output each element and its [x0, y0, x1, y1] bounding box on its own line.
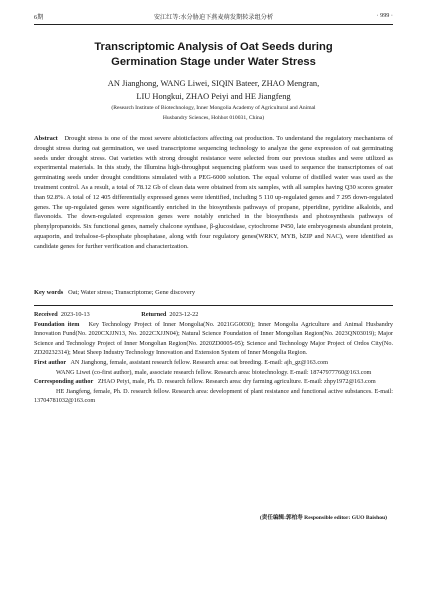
affiliation	[60, 104, 367, 123]
first-author-label: First author	[34, 358, 67, 366]
first-author	[34, 358, 393, 368]
affiliation-line-1: (Research Institute of Biotechnology, Inner Mongolia Academy of Agricultural and Animal	[111, 105, 316, 111]
authors-line-1: AN Jianghong, WANG Liwei, SIQIN Bateer, ZHAO Mengran,	[107, 79, 320, 88]
corresponding-author	[34, 377, 393, 387]
authors-line-2: LIU Hongkui, ZHAO Peiyi and HE Jiangfeng	[136, 91, 291, 101]
running-head	[34, 12, 393, 25]
returned-label: Returned	[141, 311, 167, 318]
corresponding-author-text: ZHAO Peiyi, male, Ph. D. research fellow. Research area: dry farming agriculture. E-mail: zhpy1972@163.com	[97, 378, 376, 386]
keywords-label: Key words	[34, 289, 64, 296]
returned-date: 2023-12-22	[169, 311, 199, 318]
page-number: · 999 ·	[376, 12, 393, 19]
title-line-2: Germination Stage under Water Stress	[111, 56, 316, 68]
keywords-text: Oat; Water stress; Transcriptome; Gene discovery	[68, 289, 196, 296]
corresponding-author-label: Corresponding author	[34, 378, 94, 386]
title-line-1: Transcriptomic Analysis of Oat Seeds during	[94, 41, 333, 53]
foundation-item	[34, 320, 393, 358]
first-author-text: AN Jianghong, female, assistant research fellow. Research area: oat breeding. E-mail: ajh_gz@163.com	[70, 358, 328, 366]
issue-number: 6期	[34, 14, 44, 21]
affiliation-line-2: Husbandry Sciences, Hohhot 010031, China)	[162, 114, 265, 121]
keywords	[34, 288, 393, 298]
author-list	[40, 78, 387, 103]
responsible-editor: (责任编辑:郭柏寿 Responsible editor: GUO Baishou)	[259, 515, 387, 521]
abstract-label: Abstract	[34, 135, 58, 142]
article-info	[34, 310, 393, 406]
running-title: 安江红等:水分胁迫下燕麦萌发期转录组分析	[153, 14, 274, 21]
foundation-text: Key Technology Project of Inner Mongolia(No. 2021GG0030); Inner Mongolia Agriculture and Animal Husbandry Innovation Fund(No. 2020CXJJN13, No. 2022CXJJN04); Natural Science Foundation of Inner Mongolian Region(No. 2023QN03019); Major Science and Technology Project of Inner Mongolian Region(No. 2020ZD0005-05); Science and Technology Major Project of Ordos City(No. ZD20232314); Meat Sheep Industry Technology Innovation and Extension System of Inner Mongolia Region.	[34, 320, 393, 357]
dates	[34, 310, 393, 320]
foundation-label: Foundation item	[34, 320, 80, 328]
abstract	[34, 134, 393, 252]
abstract-text: Drought stress is one of the most severe abioticfactors affecting oat production. To understand the regulatory mechanisms of drought stress during oat germination, we used transcriptome sequencing technology to analyze the gene expression of oat germinating seeds under drought stress. Oat varieties with strong drought resistance were selected from our previous studies and were utilized as experimental materials. In this study, the Illumina high-throughput sequencing platform was used to sequence the transcriptomes of oat germinating seeds under drought conditions simulated with a PEG-6000 solution. The equal volume of distilled water was used as the treatment control. As a result, a total of 78.12 Gb of clean data were obtained from six samples, with all samples having Q30 scores greater than 92.8%. A total of 12 405 differentially expressed genes were identified, including 5 110 up-regulated genes and 7 295 down-regulated genes. The up-regulated genes were significantly enriched in the biosynthesis pathways of propane, piperidine, pyridine alkaloids, and flavonoids. The down-regulated expression genes were notably enriched in the biosynthesis and photosynthesis pathways of phenylpropanoids. Six functional genes, namely chalcone synthase, β-glucosidase, cytochrome P450, late embryogenesis abundant protein, aquaporin, and trehalose-6-phosphate phosphatase, along with four regulatory genes(WRKY, MYB, bZIP and NAC), were identified as candidate genes for further verification and characterization.	[34, 135, 393, 250]
co-first-author: WANG Liwei (co-first author), male, associate research fellow. Research area: biotechnology. E-mail: 18747977760@163.com	[56, 368, 372, 376]
second-corresponding-author: HE Jiangfeng, female, Ph. D. research fellow. Research area: development of plant resistance and functional active substances. E-mail: 13704781032@163.com	[34, 387, 393, 405]
received-label: Received	[34, 311, 58, 318]
received-date: 2023-10-13	[60, 311, 90, 318]
divider	[34, 305, 393, 306]
paper-title	[34, 40, 393, 70]
